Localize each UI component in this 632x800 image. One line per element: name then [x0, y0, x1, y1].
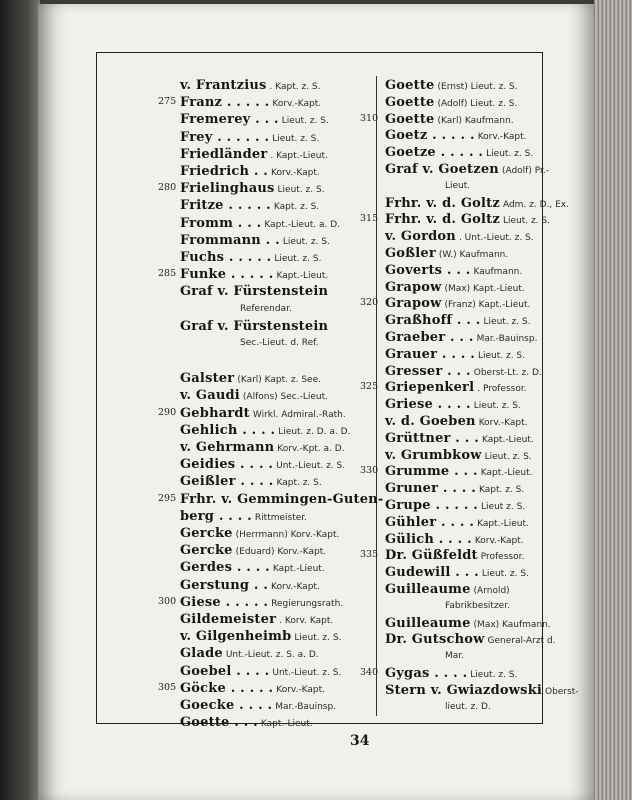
entry-name: Goverts . . . — [385, 262, 471, 278]
entry-detail: Mar.-Bauinsp. — [476, 334, 538, 344]
entry-name: v. Frantzius — [180, 78, 267, 93]
entry-detail: (W.) Kaufmann. — [438, 250, 509, 260]
entry-detail: Lieut. z. S. — [470, 670, 518, 680]
entry-name: Gehlich . . . . — [180, 422, 276, 438]
directory-entry — [180, 78, 321, 94]
directory-entry — [385, 229, 534, 245]
entry-number: 340 — [360, 667, 379, 678]
directory-entry — [180, 423, 350, 439]
entry-name: Geidies . . . . — [180, 457, 274, 473]
directory-entry — [180, 250, 321, 266]
entry-number: 330 — [360, 465, 379, 477]
column-divider — [376, 76, 377, 716]
entry-detail: (Ernst) Lieut. z. S. — [437, 82, 518, 92]
directory-entry — [180, 543, 326, 559]
directory-entry — [180, 612, 333, 628]
entry-continuation: Lieut. — [445, 180, 471, 191]
directory-entry — [385, 162, 549, 178]
entry-name: Fromm . . . — [180, 215, 262, 231]
directory-entry — [180, 112, 329, 128]
entry-name: Goette — [385, 78, 435, 93]
entry-number: 300 — [158, 595, 177, 607]
entry-name: Gerstung . . — [180, 577, 269, 593]
entry-detail: Adm. z. D., Ex. — [502, 199, 569, 210]
directory-entry — [180, 130, 319, 146]
directory-entry — [180, 681, 325, 697]
entry-name: Frhr. v. d. Goltz — [385, 195, 500, 211]
directory-entry — [180, 474, 322, 490]
entry-name: Gudewill . . . — [385, 565, 479, 581]
entry-detail: Unt.-Lieut. z. S. — [276, 461, 346, 472]
entry-detail: Lieut z. S. — [481, 502, 526, 512]
entry-name: v. Gordon — [385, 229, 456, 245]
entry-detail: Kapt. z. S. — [273, 202, 320, 213]
entry-detail: Korv.-Kapt. — [276, 684, 325, 695]
directory-entry — [180, 388, 328, 404]
directory-entry — [180, 319, 328, 334]
entry-detail: Unt.-Lieut. z. S. a. D. — [225, 650, 319, 661]
entry-name: Goette . . . — [180, 715, 258, 731]
entry-detail: Mar.-Bauinsp. — [275, 702, 337, 712]
page-number: 34 — [350, 733, 370, 749]
entry-detail: Kapt. z. S. — [276, 478, 322, 489]
directory-entry — [385, 145, 533, 161]
entry-detail: Lieut. z. S. — [294, 633, 342, 644]
directory-entry — [180, 216, 340, 232]
directory-entry — [180, 406, 346, 422]
entry-detail: Kapt.-Lieut. — [276, 271, 329, 282]
directory-entry — [180, 646, 319, 662]
entry-number: 310 — [360, 112, 379, 124]
entry-name: v. d. Goeben — [385, 414, 476, 429]
entry-name: Graf v. Fürstenstein — [180, 284, 329, 300]
directory-entry — [180, 147, 328, 163]
entry-name: Gruner . . . . — [385, 481, 476, 497]
entry-name: Graf v. Fürstenstein — [180, 318, 329, 334]
entry-name: Dr. Güßfeldt — [385, 548, 478, 564]
entry-name: Grauer . . . . — [385, 346, 475, 362]
entry-number: 280 — [158, 182, 177, 194]
entry-detail: . Unt.-Lieut. z. S. — [458, 233, 534, 244]
entry-number: 290 — [158, 406, 177, 418]
directory-entry — [385, 431, 534, 447]
entry-name: v. Gaudi — [180, 388, 240, 404]
directory-entry — [385, 330, 537, 346]
directory-entry — [385, 532, 524, 548]
entry-number: 285 — [158, 268, 177, 280]
directory-entry — [385, 515, 529, 531]
directory-entry — [385, 95, 517, 111]
entry-name: Goette — [385, 94, 435, 110]
entry-name: Frielinghaus — [180, 181, 275, 197]
entry-detail: Kapt.-Lieut. — [477, 518, 529, 529]
entry-detail: (Max) Kaufmann. — [473, 619, 551, 630]
entry-name: Gülich . . . . — [385, 531, 472, 547]
entry-name: Frey . . . . . . — [180, 129, 270, 145]
entry-detail: Kapt. z. S. — [478, 485, 525, 496]
entry-continuation: Referendar. — [240, 303, 292, 314]
directory-entry — [180, 715, 313, 731]
page-edges — [594, 0, 632, 800]
entry-detail: General-Arzt d. — [487, 636, 556, 647]
entry-name: Grapow — [385, 296, 442, 312]
entry-detail: Kapt.-Lieut. — [480, 468, 533, 479]
entry-detail: Lieut. z. S. — [486, 149, 534, 160]
entry-detail: (Karl) Kapt. z. See. — [237, 375, 321, 386]
entry-name: Grüttner . . . — [385, 430, 479, 446]
entry-name: Griepenkerl — [385, 380, 475, 396]
directory-entry — [385, 78, 518, 94]
entry-detail: Lieut. z. S. — [484, 451, 532, 462]
directory-entry — [180, 371, 321, 387]
entry-name: Fritze . . . . . — [180, 198, 271, 214]
entry-name: Funke . . . . . — [180, 267, 274, 283]
entry-detail: Lieut. z. S. — [277, 185, 325, 196]
entry-name: v. Gilgenheimb — [180, 629, 292, 645]
directory-entry — [180, 284, 328, 299]
entry-name: Guilleaume — [385, 615, 471, 631]
directory-entry — [385, 280, 525, 296]
directory-entry — [180, 181, 325, 197]
entry-name: Gildemeister — [180, 612, 277, 627]
directory-entry — [385, 481, 524, 497]
entry-name: Guilleaume — [385, 582, 471, 597]
entry-name: Goetz . . . . . — [385, 128, 475, 144]
directory-entry — [385, 128, 526, 144]
entry-detail: Regierungsrath. — [271, 598, 344, 609]
entry-name: Friedländer — [180, 146, 268, 162]
directory-entry — [180, 267, 328, 283]
entry-number: 325 — [360, 381, 379, 393]
entry-name: Fuchs . . . . . — [180, 250, 272, 265]
directory-entry — [180, 526, 339, 542]
entry-detail: Lieut. z. S. — [272, 133, 320, 144]
entry-detail: Korv.-Kapt. — [271, 581, 320, 592]
entry-detail: Lieut. z. S. — [481, 569, 529, 580]
entry-detail: . Korv. Kapt. — [279, 616, 334, 626]
entry-detail: Korv.-Kapt. — [477, 132, 527, 143]
entry-name: Goebel . . . . — [180, 663, 270, 679]
entry-detail: (Adolf) Pr.- — [501, 166, 549, 176]
entry-detail: . Kapt. z. S. — [269, 82, 321, 92]
entry-detail: Lieut. z. S. — [473, 401, 521, 412]
entry-name: Gerdes . . . . — [180, 560, 270, 576]
entry-number: 295 — [158, 492, 177, 504]
directory-entry — [180, 629, 341, 645]
entry-number: 320 — [360, 297, 379, 309]
entry-name: Gebhardt — [180, 405, 250, 421]
entry-detail: Rittmeister. — [254, 512, 308, 523]
entry-name: Griese . . . . — [385, 397, 471, 413]
directory-entry — [385, 414, 527, 430]
entry-detail: (Arnold) — [473, 586, 510, 596]
entry-detail: (Adolf) Lieut. z. S. — [437, 98, 518, 109]
entry-name: Fremerey . . . — [180, 112, 279, 128]
entry-number: 315 — [360, 213, 379, 225]
entry-name: Frhr. v. d. Goltz — [385, 212, 500, 228]
directory-entry — [180, 95, 321, 111]
entry-name: Graeber . . . — [385, 330, 474, 345]
entry-continuation: lieut. z. D. — [445, 701, 491, 712]
entry-name: Grupe . . . . . — [385, 498, 479, 513]
entry-detail: . Kapt.-Lieut. — [270, 150, 328, 161]
directory-entry — [385, 616, 551, 632]
entry-name: Goette — [385, 111, 435, 127]
entry-detail: Korv.-Kapt. — [272, 99, 322, 110]
entry-name: Stern v. Gwiazdowski — [385, 682, 543, 698]
directory-entry — [385, 666, 517, 682]
entry-detail: Kapt.-Lieut. — [260, 719, 313, 730]
entry-name: Galster — [180, 371, 235, 387]
entry-detail: Kapt.-Lieut. — [272, 564, 325, 575]
directory-entry — [385, 112, 514, 128]
entry-detail: Lieut. z. S. — [274, 254, 322, 264]
directory-entry — [180, 233, 330, 249]
directory-entry — [385, 263, 522, 279]
entry-number: 275 — [158, 96, 177, 108]
directory-entry — [385, 364, 542, 380]
entry-detail: Lieut. z. S. — [281, 116, 329, 127]
entry-name: berg . . . . — [180, 508, 252, 524]
entry-detail: . Professor. — [477, 384, 527, 395]
entry-continuation: Fabrikbesitzer. — [445, 600, 510, 611]
directory-entry — [385, 397, 521, 413]
directory-entry — [385, 565, 529, 581]
entry-detail: Lieut. z. D. a. D. — [278, 426, 351, 437]
directory-entry — [385, 296, 530, 312]
entry-number: 305 — [158, 681, 177, 693]
directory-entry — [385, 464, 533, 480]
directory-entry — [385, 632, 556, 648]
entry-continuation: Sec.-Lieut. d. Ref. — [240, 338, 319, 348]
entry-detail: Korv.-Kapt. — [474, 535, 524, 546]
entry-name: Frhr. v. Gemmingen-Guten- — [180, 491, 384, 507]
entry-detail: Oberst-Lt. z. D. — [473, 367, 542, 378]
entry-name: Geißler . . . . — [180, 474, 274, 490]
entry-name: Graßhoff . . . — [385, 313, 481, 329]
entry-name: Dr. Gutschow — [385, 632, 485, 648]
entry-continuation: Mar. — [445, 651, 465, 662]
entry-detail: Lieut. z. S. — [282, 236, 330, 247]
entry-name: Grumme . . . — [385, 464, 478, 480]
entry-number: 335 — [360, 549, 379, 561]
directory-entry — [180, 440, 345, 456]
entry-detail: (Karl) Kaufmann. — [437, 115, 514, 126]
directory-entry — [180, 457, 345, 473]
directory-entry — [385, 498, 525, 514]
entry-detail: Kapt.-Lieut. a. D. — [264, 219, 341, 230]
entry-detail: (Max) Kapt.-Lieut. — [444, 283, 525, 294]
entry-name: Göcke . . . . . — [180, 680, 274, 696]
directory-entry — [180, 509, 307, 525]
directory-entry — [385, 246, 508, 262]
entry-name: Friedrich . . — [180, 164, 269, 179]
directory-entry — [180, 164, 320, 180]
entry-name: Goßler — [385, 246, 436, 261]
entry-detail: Kaufmann. — [473, 266, 523, 277]
directory-entry — [180, 198, 319, 214]
entry-detail: Oberst- — [545, 686, 579, 697]
directory-entry — [385, 582, 510, 598]
entry-name: v. Grumbkow — [385, 447, 482, 463]
entry-detail: Wirkl. Admiral.-Rath. — [252, 409, 346, 420]
directory-entry — [385, 683, 579, 699]
directory-entry — [180, 595, 343, 611]
entry-name: Graf v. Goetzen — [385, 162, 499, 177]
entry-name: Glade — [180, 646, 223, 662]
directory-entry — [180, 560, 325, 576]
entry-name: Goetze . . . . . — [385, 145, 484, 161]
entry-name: Goecke . . . . — [180, 698, 273, 713]
entry-detail: Professor. — [480, 552, 525, 563]
entry-detail: (Herrmann) Korv.-Kapt. — [235, 530, 340, 540]
entry-name: Franz . . . . . — [180, 95, 270, 111]
entry-detail: Korv.-Kpt. a. D. — [277, 444, 345, 454]
entry-detail: Lieut. z. S. — [502, 216, 550, 227]
entry-name: Gygas . . . . — [385, 666, 468, 681]
entry-name: Grapow — [385, 279, 442, 295]
entry-name: v. Gehrmann — [180, 440, 275, 455]
entry-name: Gresser . . . — [385, 363, 471, 379]
directory-entry — [385, 548, 524, 564]
directory-entry — [385, 212, 550, 228]
entry-detail: Korv.-Kapt. — [478, 418, 528, 428]
entry-detail: Lieut. z. S. — [483, 317, 531, 328]
entry-detail: (Franz) Kapt.-Lieut. — [444, 300, 531, 311]
directory-entry — [180, 698, 336, 714]
entry-name: Gercke — [180, 526, 233, 541]
entry-detail: Kapt.-Lieut. — [481, 434, 534, 445]
entry-name: Frommann . . — [180, 232, 280, 248]
entry-name: Gühler . . . . — [385, 514, 475, 530]
directory-entry — [385, 313, 531, 329]
directory-entry — [385, 380, 527, 396]
directory-entry — [180, 578, 320, 594]
entry-detail: (Alfons) Sec.-Lieut. — [242, 392, 328, 403]
entry-detail: Unt.-Lieut. z. S. — [272, 667, 342, 678]
directory-entry — [180, 664, 341, 680]
entry-name: Gercke — [180, 543, 233, 559]
directory-entry — [385, 196, 569, 212]
directory-entry — [180, 492, 383, 507]
book-binding-shadow — [0, 0, 40, 800]
entry-detail: Korv.-Kapt. — [271, 168, 320, 178]
directory-entry — [385, 448, 532, 464]
entry-detail: Lieut. z. S. — [477, 350, 525, 361]
entry-detail: (Eduard) Korv.-Kapt. — [235, 547, 327, 558]
directory-entry — [385, 347, 525, 363]
entry-name: Giese . . . . . — [180, 594, 269, 610]
